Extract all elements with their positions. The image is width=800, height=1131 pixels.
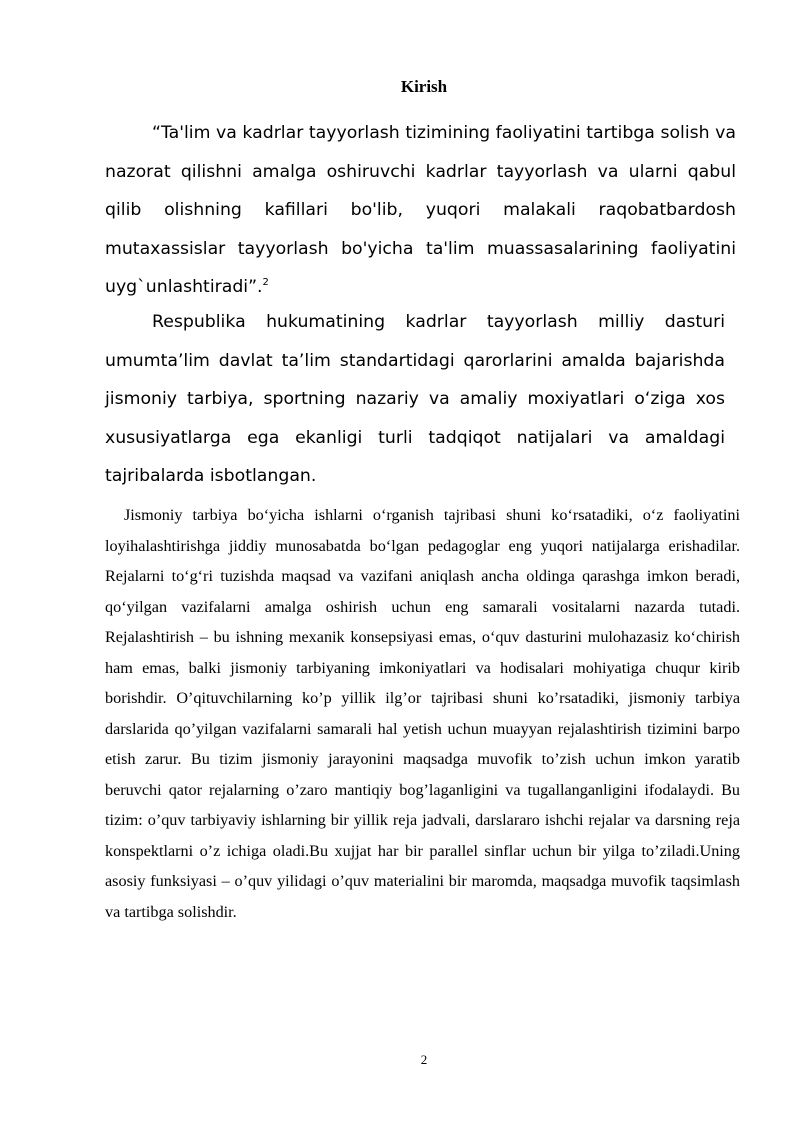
page-number: 2 [420,1052,428,1067]
quote-text: “Ta'lim va kadrlar tayyorlash tizimining faoliyatini tartibga solish va nazorat qilishni amalga oshiruvchi kadrlar tayyorlash va ularni qabul qilib olishning kafillari bo'lib, yuqori malakali raqobatbardosh mutaxassislar tayyorlash bo'yicha ta'lim muassasalarining faoliyatini uyg`unlashtiradi”. [105,123,736,297]
body-paragraph-physical-education: Jismoniy tarbiya bo‘yicha ishlarni o‘rganish tajribasi shuni ko‘rsatadiki, o‘z faoliyatini loyihalashtirishga jiddiy munosabatda bo‘lgan pedagoglar eng yuqori natijalarga erishadilar. Rejalarni to‘g‘ri tuzishda maqsad va vazifani aniqlash ancha oldinga qarashga imkon beradi, qo‘yilgan vazifalarni amalga oshirish uchun eng samarali vositalarni nazarda tutadi. Rejalashtirish – bu ishning mexanik konsepsiyasi emas, o‘quv dasturini mulohazasiz ko‘chirish ham emas, balki jismoniy tarbiyaning imkoniyatlari va hodisalari mohiyatiga chuqur kirib borishdir. O’qituvchilarning ko’p yillik ilg’or tajribasi shuni ko’rsatadiki, jismoniy tarbiya darslarida qo’yilgan vazifalarni samarali hal yetish uchun muayyan rejalashtirish tizimini barpo etish zarur. Bu tizim jismoniy jarayonini maqsadga muvofik to’zish uchun imkon yaratib beruvchi qator rejalarning o’zaro mantiqiy bog’laganligini va tugallanganligini ifodalaydi. Bu tizim: o’quv tarbiyaviy ishlarning bir yillik reja jadvali, darslararo ishchi rejalar va darsning reja konspektlarni o’z ichiga oladi.Bu xujjat har bir parallel sinflar uchun bir yilga to’ziladi.Uning asosiy funksiyasi – o’quv yilidagi o’quv materialini bir maromda, maqsadga muvofik taqsimlash va tartibga solishdir. [105,506,740,921]
quote-paragraph [105,114,736,307]
footnote-reference: 2 [262,277,269,289]
body-paragraph-republic: Respublika hukumatining kadrlar tayyorlash milliy dasturi umumta’lim davlat ta’lim standartidagi qarorlarini amalda bajarishda jismoniy tarbiya, sportning nazariy va amaliy moxiyatlari o‘ziga xos xususiyatlarga ega ekanligi turli tadqiqot natijalari va amaldagi tajribalarda isbotlangan. [105,312,725,486]
section-title: Kirish [400,77,448,96]
